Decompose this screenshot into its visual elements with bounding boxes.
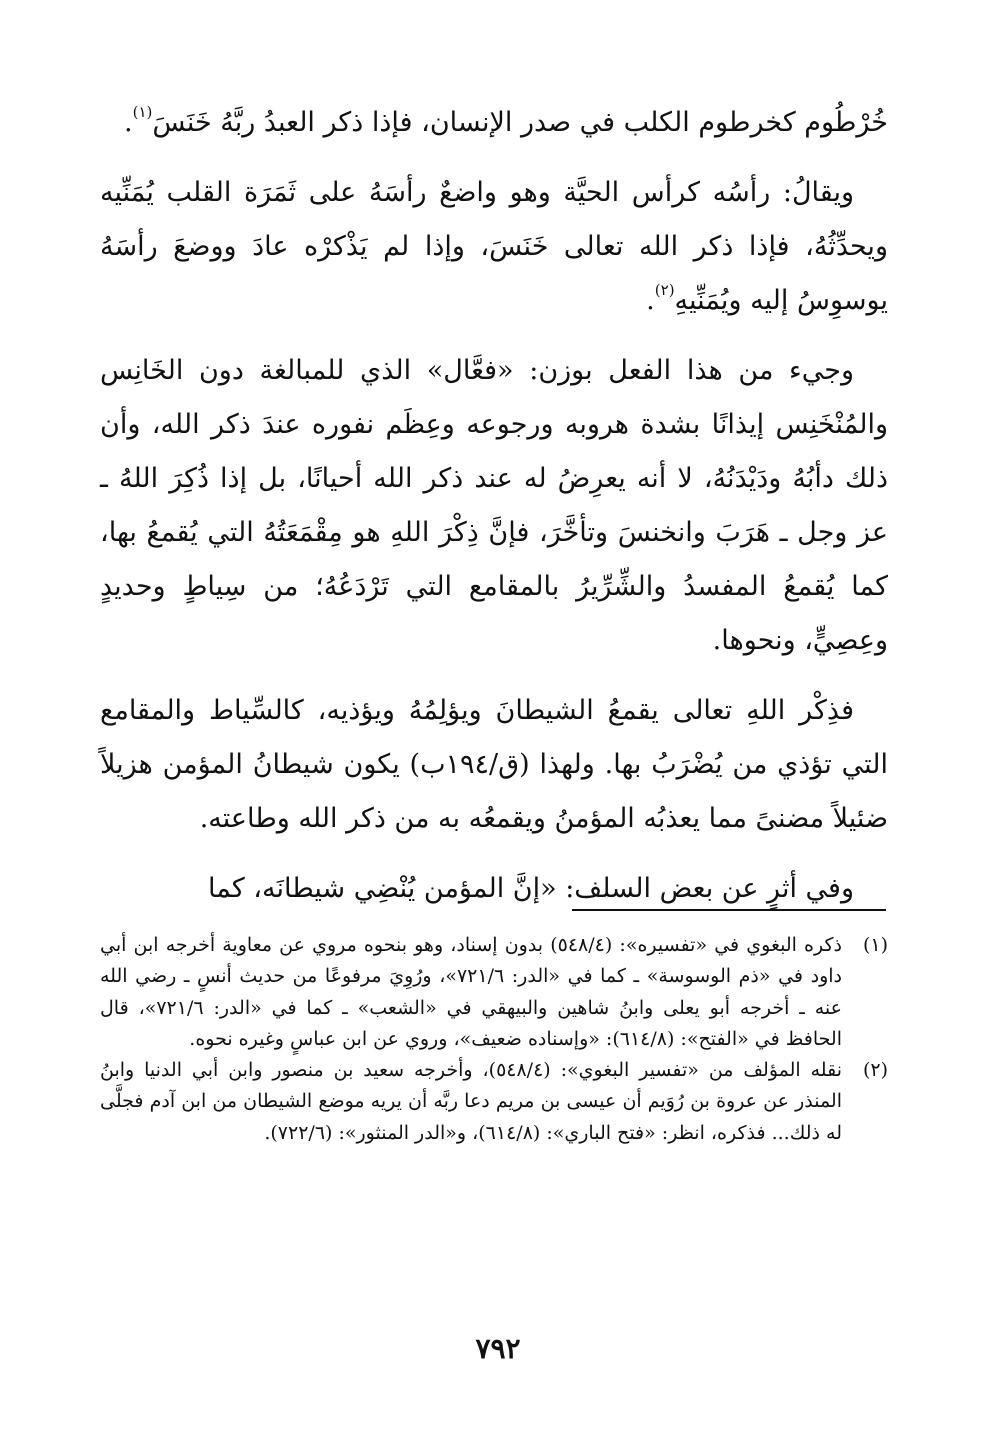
footnote-separator [572,909,886,911]
page-number: ٧٩٢ [475,1332,521,1365]
paragraph-5: وفي أثرٍ عن بعض السلف: «إنَّ المؤمن يُنْضِي شيطانَه، كما [208,873,854,904]
paragraph-2-end: . [646,285,655,316]
footnote-1 [100,930,888,1055]
footnote-text: نقله المؤلف من «تفسير البغوي»: (٥٤٨/٤)، وأخرجه سعيد بن منصور وابن أبي الدنيا وابنُ المنذر عن عروة بن رُوَيم أن عيسى بن مريم دعا ربَّه أن يريه موضع الشيطان من ابن آدم فجلَّى له ذلك... فذكره، انظر: «فتح الباري»: (٦١٤/٨)، و«الدر المنثور»: (٧٢٢/٦). [100,1059,842,1144]
paragraph-4: فذِكْر اللهِ تعالى يقمعُ الشيطانَ ويؤلِمُهُ ويؤذيه، كالسِّياط والمقامع التي تؤذي من يُضْرَبُ بها. ولهذا (ق/١٩٤ب) يكون شيطانُ المؤمن هزيلاً ضئيلاً مضنىً مما يعذبُه المؤمنُ ويقمعُه به من ذكر الله وطاعته. [100,695,888,834]
paragraph-2-text: ويقالُ: رأسُه كرأس الحيَّة وهو واضعٌ رأسَهُ على ثَمَرَة القلب يُمَنِّيه ويحدِّثُهُ، فإذا ذكر الله تعالى خَنَسَ، وإذا لم يَذْكرْه عادَ ووضعَ رأسَهُ يوسوِسُ إليه ويُمَنِّيهِ [100,177,888,316]
main-text [100,96,888,932]
paragraph-1 [100,96,888,150]
footnote-number: (٢) [862,1059,888,1082]
footnotes [100,930,888,1149]
paragraph-2 [100,166,888,328]
footnote-text: ذكره البغوي في «تفسيره»: (٥٤٨/٤) بدون إسناد، وهو بنحوه مروي عن معاوية أخرجه ابن أبي داود في «ذم الوسوسة» ـ كما في «الدر: ٧٢١/٦»، ورُوِيَ مرفوعًا من حديث أنسٍ ـ رضي الله عنه ـ أخرجه أبو يعلى وابنُ شاهين والبيهقي في «الشعب» ـ كما في «الدر: ٧٢١/٦»، قال الحافظ في «الفتح»: (٦١٤/٨): «وإسناده ضعيف»، وروي عن ابن عباسٍ وغيره نحوه. [100,934,842,1050]
paragraph-1-text: خُرْطُوم كخرطوم الكلب في صدر الإنسان، فإذا ذكر العبدُ ربَّهُ خَنَسَ [152,107,888,138]
footnote-2 [100,1055,888,1149]
paragraph-3: وجيء من هذا الفعل بوزن: «فعَّال» الذي للمبالغة دون الخَانِس والمُنْخَنِس إيذانًا بشدة هروبه ورجوعه وعِظَم نفوره عندَ ذكر الله، وأن ذلك دأبُهُ ودَيْدَنُهُ، لا أنه يعرِضُ له عند ذكر الله أحيانًا، بل إذا ذُكِرَ اللهُ ـ عز وجل ـ هَرَبَ وانخنسَ وتأخَّرَ، فإنَّ ذِكْرَ اللهِ هو مِقْمَعَتُهُ التي يُقمعُ بها، كما يُقمعُ المفسدُ والشِّرِّيرُ بالمقامع التي تَرْدَعُهُ؛ من سِياطٍ وحديدٍ وعِصِيٍّ، ونحوها. [100,355,888,656]
footnote-number: (١) [862,934,888,956]
footnote-ref-2: (٢) [654,281,675,299]
footnote-ref-1: (١) [132,103,153,121]
paragraph-1-end: . [124,107,133,138]
